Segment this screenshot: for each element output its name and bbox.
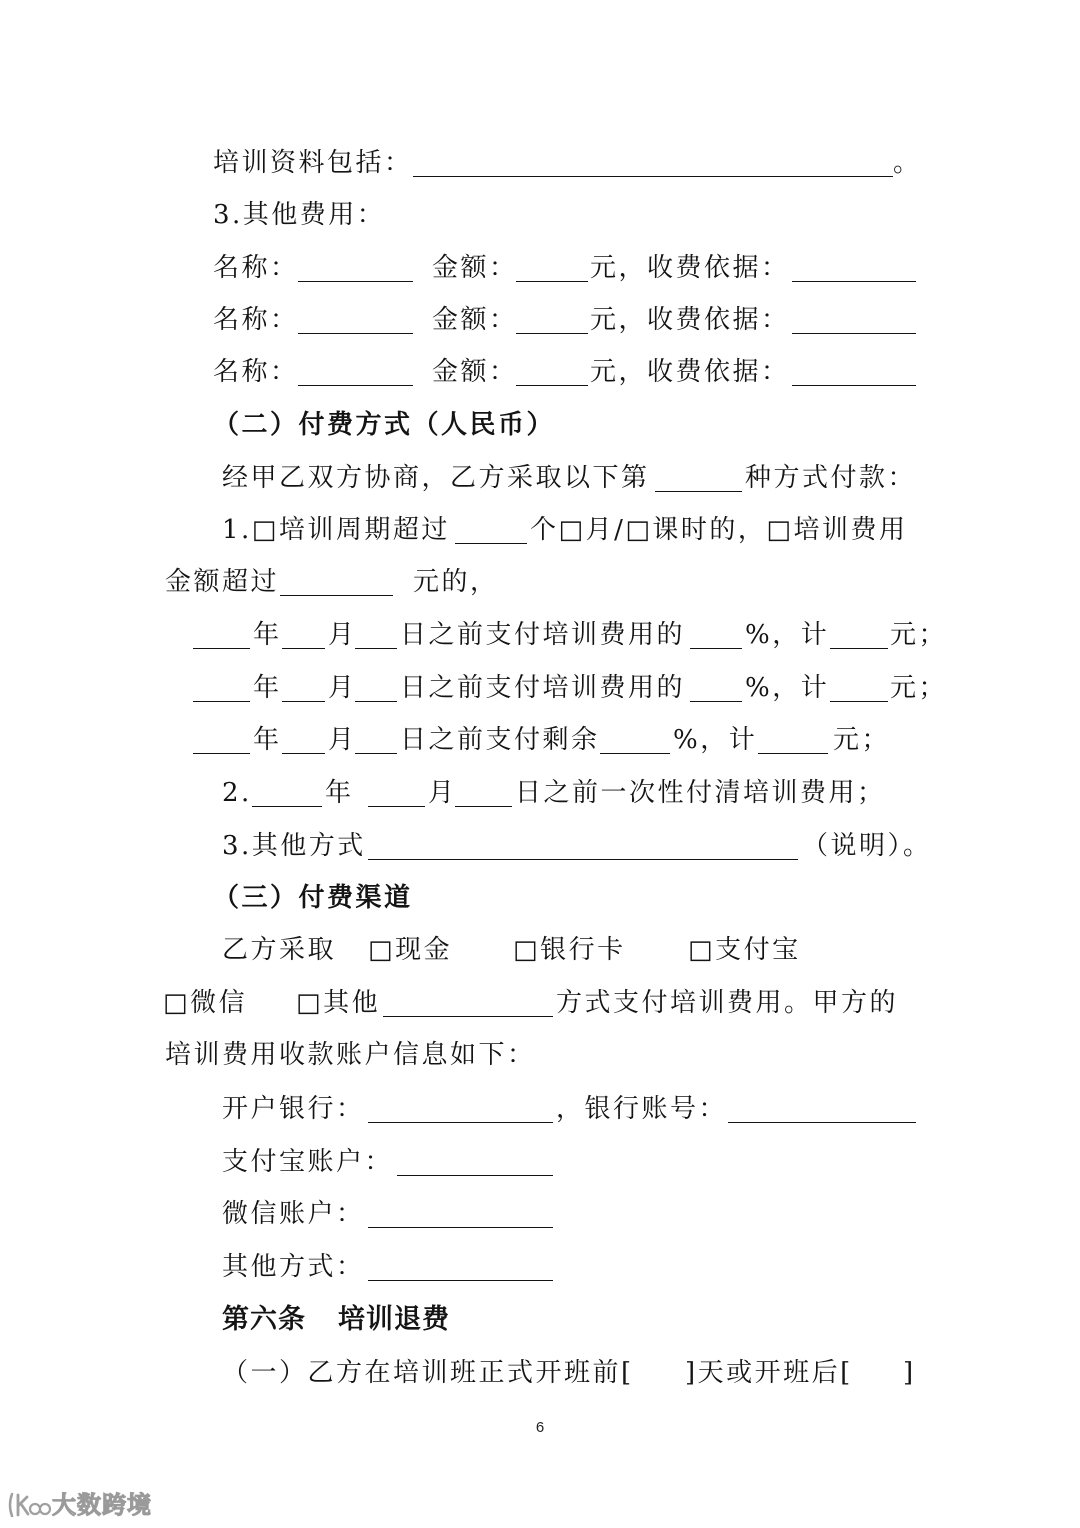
month-label: 月: [328, 620, 357, 650]
option1-line1: [0, 515, 1080, 545]
training-materials-blank: [413, 176, 893, 177]
installment-text: 日之前支付培训费用的: [400, 620, 686, 650]
clause-1-text-middle: ]天或开班后[: [685, 1358, 853, 1388]
payment-channel-heading: （三）付费渠道: [213, 883, 413, 913]
fee-amount-label: 金额：: [432, 357, 518, 387]
fee-basis-label: 元，收费依据：: [590, 253, 790, 283]
option-other: □其他: [296, 988, 381, 1018]
option1-amount-text: 金额超过: [165, 567, 280, 597]
article-number: 第六条: [222, 1304, 306, 1335]
month-blank: [282, 701, 325, 702]
option-cash: □现金: [368, 935, 453, 965]
alipay-label: 支付宝账户：: [222, 1147, 394, 1177]
percent-blank: [690, 701, 742, 702]
fee-basis-label: 元，收费依据：: [590, 357, 790, 387]
day-blank: [355, 648, 397, 649]
option3-suffix: （说明）。: [802, 831, 932, 861]
option-alipay: □支付宝: [688, 935, 801, 965]
percent-label: %，计: [673, 725, 758, 755]
fee-name-blank: [298, 333, 413, 334]
payment-method-intro-text: 经甲乙双方协商，乙方采取以下第: [222, 463, 650, 493]
payment-channel-heading-line: [0, 883, 1080, 913]
fee-basis-blank: [792, 333, 916, 334]
yuan-blank: [758, 753, 828, 754]
month-blank: [368, 806, 425, 807]
payment-channel-options-line-2: [0, 988, 1080, 1018]
training-materials-label: 培训资料包括：: [213, 148, 413, 178]
fee-amount-label: 金额：: [432, 253, 518, 283]
percent-blank: [690, 648, 742, 649]
option-bank-card: □银行卡: [513, 935, 626, 965]
other-fees-heading: 3.其他费用：: [213, 200, 386, 230]
account-info-intro: 培训费用收款账户信息如下：: [165, 1040, 536, 1070]
percent-blank: [600, 753, 670, 754]
fee-name-label: 名称：: [213, 305, 299, 335]
month-blank: [282, 753, 325, 754]
bank-label: 开户银行：: [222, 1094, 365, 1124]
fee-amount-blank: [516, 385, 588, 386]
other-account-label: 其他方式：: [222, 1252, 365, 1282]
clause-1-text: （一）乙方在培训班正式开班前[: [222, 1358, 634, 1388]
article-6-clause-1-line: [0, 1358, 1080, 1388]
fee-basis-label: 元，收费依据：: [590, 305, 790, 335]
payment-method-heading-line: [0, 410, 1080, 440]
option-wechat: □微信: [163, 988, 248, 1018]
logo-icon: [6, 1489, 52, 1521]
article-6-heading-line: [0, 1305, 1080, 1335]
option3-blank: [368, 859, 798, 860]
fee-amount-label: 金额：: [432, 305, 518, 335]
clause-1-text-end: ]: [903, 1358, 916, 1388]
option2-prefix: 2.: [222, 778, 252, 808]
other-fee-row: [0, 357, 1080, 387]
option1-period-blank: [455, 543, 527, 544]
payment-channel-text: 方式支付培训费用。甲方的: [556, 988, 899, 1018]
payment-channel-intro: 乙方采取: [222, 935, 337, 965]
training-materials-line: [0, 148, 1080, 178]
alipay-blank: [397, 1175, 553, 1176]
day-blank: [455, 806, 512, 807]
wechat-account-line: [0, 1199, 1080, 1229]
other-fee-row: [0, 305, 1080, 335]
year-blank: [193, 753, 250, 754]
year-label: 年: [253, 673, 282, 703]
option3-prefix: 3.其他方式: [222, 831, 366, 861]
yuan-label: 元；: [890, 620, 948, 650]
installment-text: 日之前支付培训费用的: [400, 673, 686, 703]
other-fees-heading-line: [0, 200, 1080, 230]
year-blank: [193, 648, 250, 649]
option1-amount-blank: [280, 595, 393, 596]
installment-line: [0, 725, 1080, 755]
yuan-label: 元；: [890, 673, 948, 703]
yuan-label: 元；: [833, 725, 891, 755]
payment-option-number-blank: [655, 491, 742, 492]
installment-text: 日之前支付剩余: [400, 725, 600, 755]
payment-channel-options-line: [0, 935, 1080, 965]
option3-line: [0, 831, 1080, 861]
option1-period-text: 1.□培训周期超过: [222, 515, 450, 545]
year-blank: [252, 806, 322, 807]
article-title: 培训退费: [338, 1304, 450, 1335]
option1-unit-text: 个□月/□课时的，□培训费用: [530, 515, 908, 545]
option1-amount-suffix: 元的，: [413, 567, 499, 597]
day-blank: [355, 753, 397, 754]
fee-name-label: 名称：: [213, 357, 299, 387]
other-channel-blank: [383, 1016, 553, 1017]
installment-line: [0, 620, 1080, 650]
day-blank: [355, 701, 397, 702]
payment-method-heading: （二）付费方式（人民币）: [213, 410, 556, 440]
year-label: 年: [253, 725, 282, 755]
wechat-blank: [368, 1227, 553, 1228]
fee-name-blank: [298, 281, 413, 282]
fee-basis-blank: [792, 281, 916, 282]
payment-method-intro-line: [0, 463, 1080, 493]
fee-amount-blank: [516, 281, 588, 282]
watermark-text: 大数跨境: [52, 1491, 152, 1519]
yuan-blank: [830, 648, 888, 649]
bank-account-blank: [728, 1122, 916, 1123]
bank-account-line: [0, 1094, 1080, 1124]
bank-blank: [368, 1122, 553, 1123]
month-label: 月: [428, 778, 457, 808]
month-label: 月: [328, 725, 357, 755]
other-account-blank: [368, 1280, 553, 1281]
bank-account-label: ，银行账号：: [556, 1094, 728, 1124]
month-label: 月: [328, 673, 357, 703]
training-materials-end-mark: 。: [893, 148, 922, 178]
option2-line: [0, 778, 1080, 808]
account-info-intro-line: [0, 1040, 1080, 1070]
option1-line2: [0, 567, 1080, 597]
installment-line: [0, 673, 1080, 703]
year-blank: [193, 701, 250, 702]
percent-label: %，计: [745, 620, 830, 650]
wechat-label: 微信账户：: [222, 1199, 365, 1229]
alipay-account-line: [0, 1147, 1080, 1177]
fee-name-label: 名称：: [213, 253, 299, 283]
option2-text: 日之前一次性付清培训费用；: [515, 778, 886, 808]
other-account-line: [0, 1252, 1080, 1282]
fee-amount-blank: [516, 333, 588, 334]
other-fee-row: [0, 253, 1080, 283]
fee-name-blank: [298, 385, 413, 386]
percent-label: %，计: [745, 673, 830, 703]
month-blank: [282, 648, 325, 649]
year-label: 年: [325, 778, 354, 808]
payment-method-intro-suffix: 种方式付款：: [745, 463, 917, 493]
fee-basis-blank: [792, 385, 916, 386]
yuan-blank: [830, 701, 888, 702]
page-number: 6: [535, 1419, 545, 1436]
year-label: 年: [253, 620, 282, 650]
